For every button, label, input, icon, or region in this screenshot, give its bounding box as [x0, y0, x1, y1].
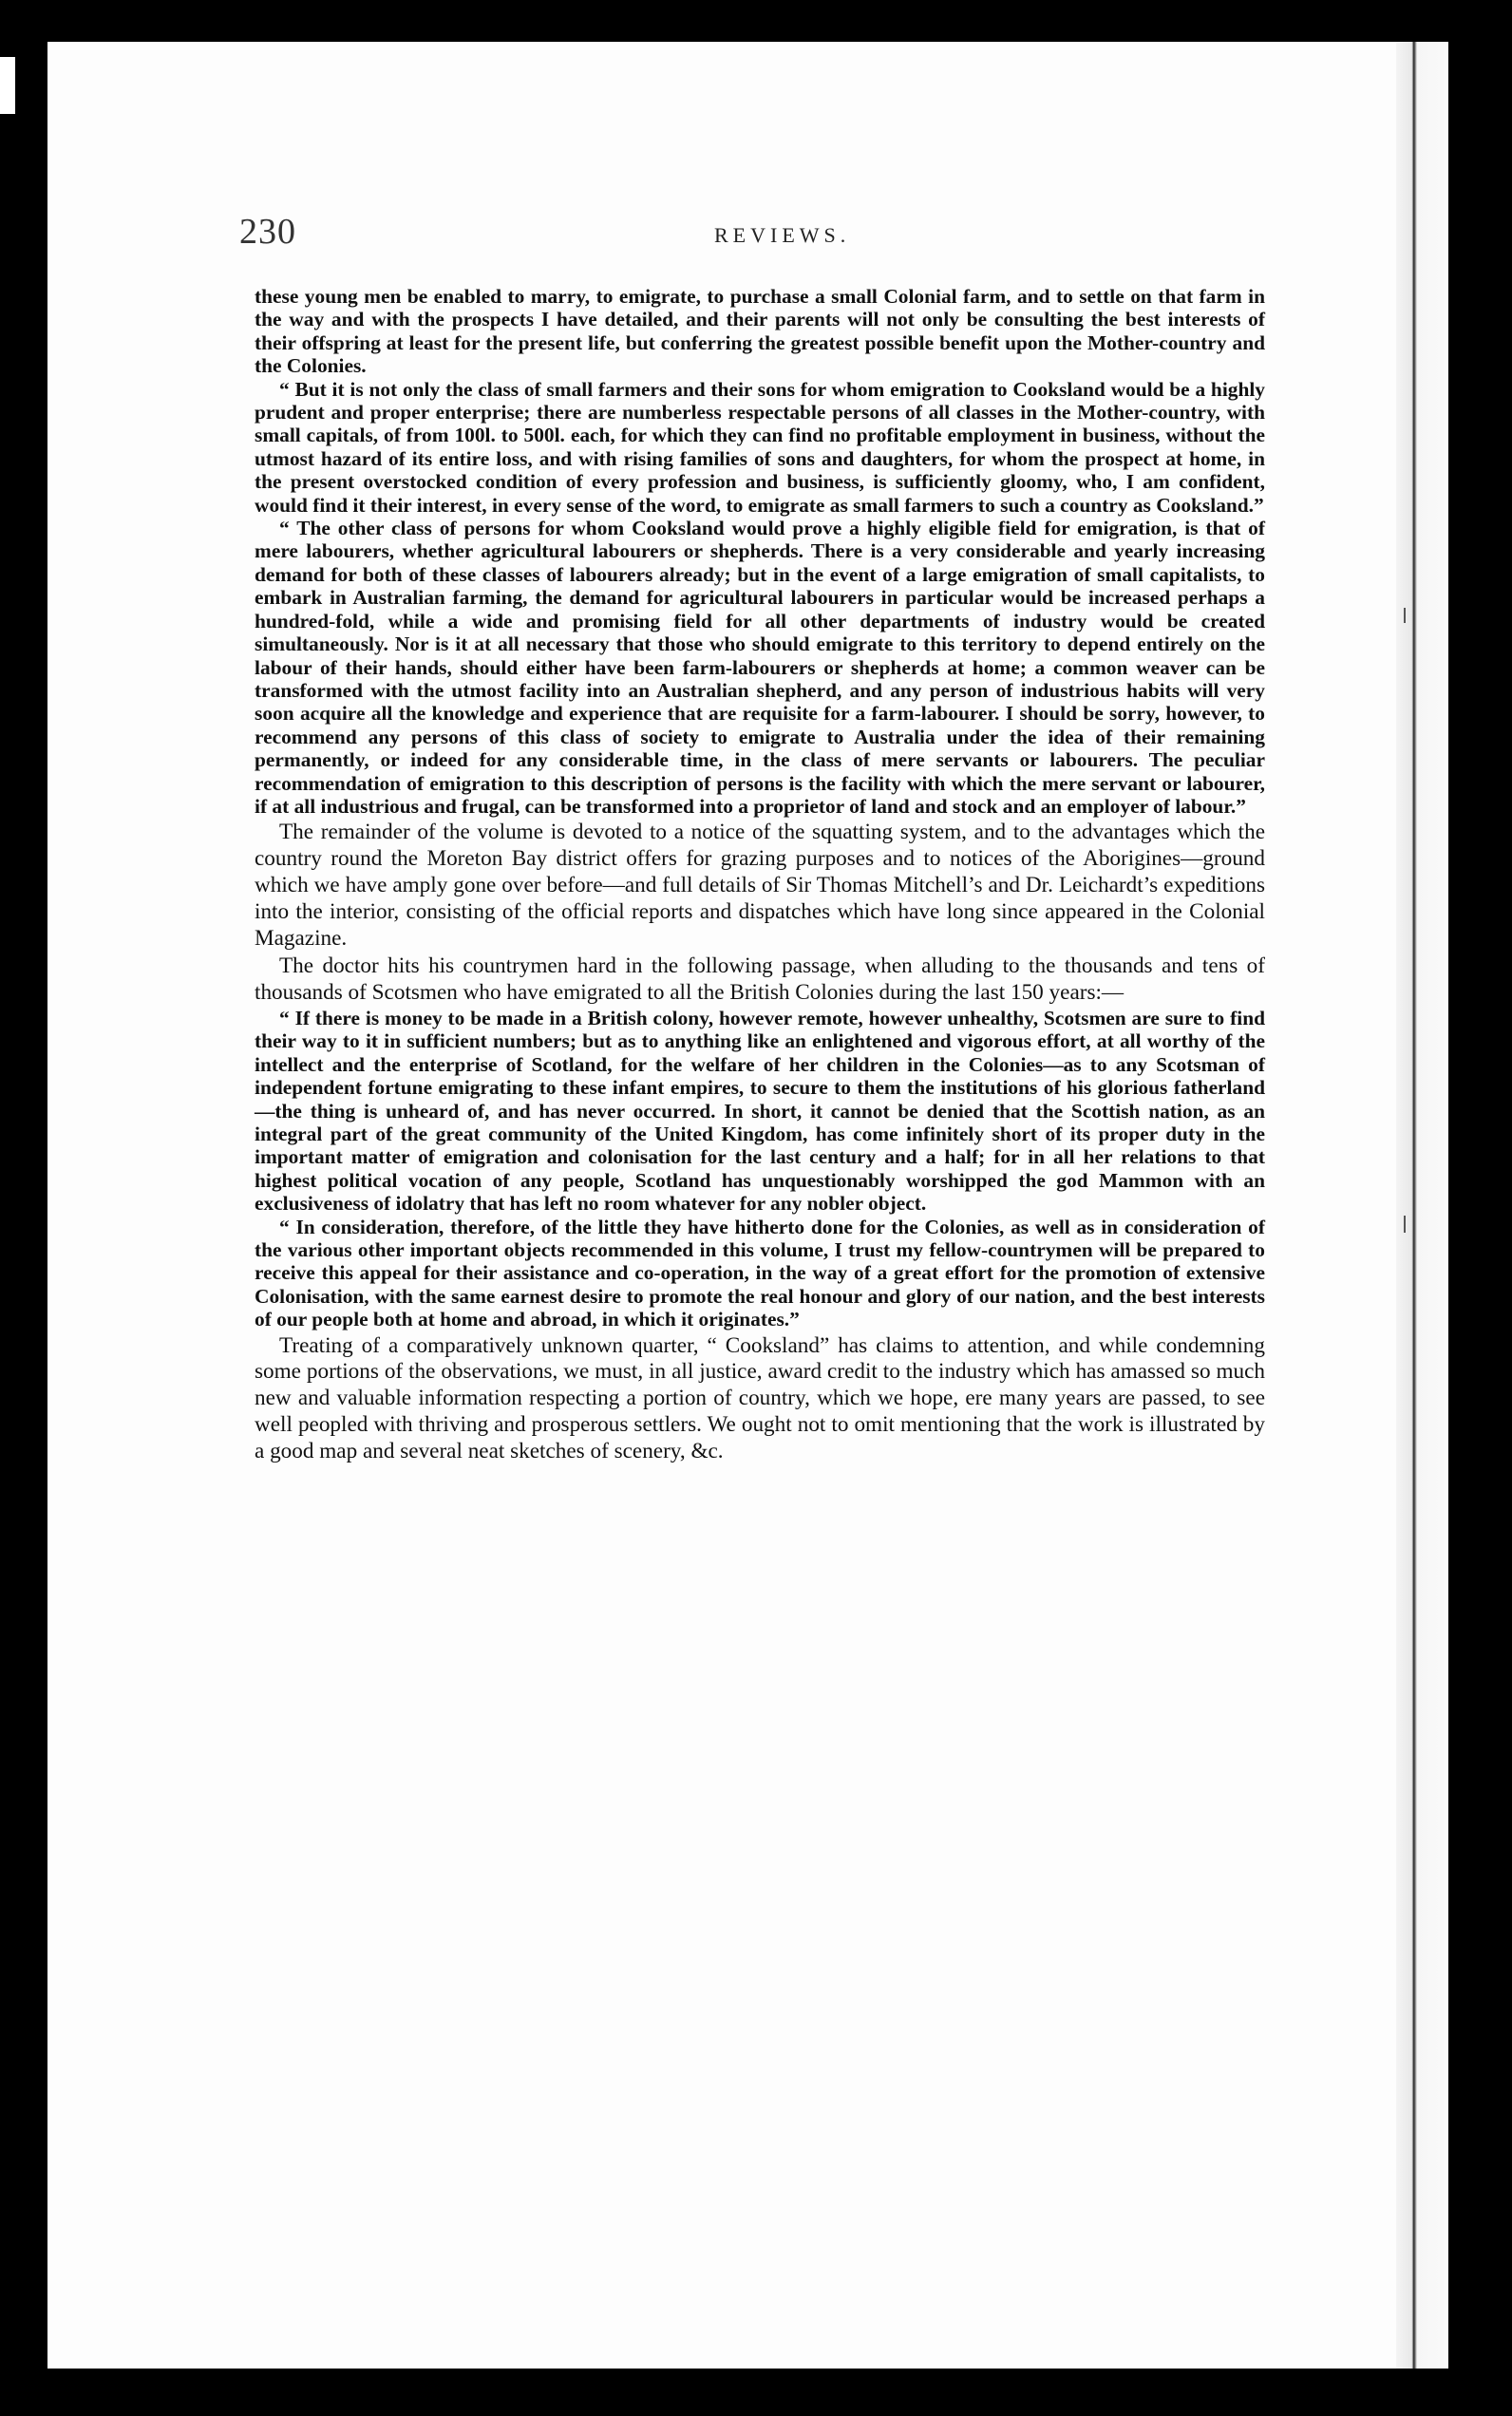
page-edge-mark [1404, 1216, 1406, 1233]
binding-mark [0, 57, 15, 114]
running-head [239, 211, 1265, 258]
running-title: REVIEWS. [714, 223, 851, 247]
page-number: 230 [239, 212, 296, 252]
paragraph: “ The other class of persons for whom Cooksland would prove a highly eligible field for emigration, is that of mere labourers, whether agricultural labourers or shepherds. There is a very considerable and yearly increasing demand for both of these classes of labourers already; but in the event of a large emigration of small capitalists, to embark in Australian farming, the demand for agricultural labourers in particular would be increased perhaps a hundred-fold, while a wide and promising field for all other departments of industry would be created simultaneously. Nor is it at all necessary that those who should emigrate to this territory to depend entirely on the labour of their hands, should either have been farm-labourers or shepherds at home; a common weaver can be transformed with the utmost facility into an Australian shepherd, and any person of industrious habits will very soon acquire all the knowledge and experience that are requisite for a farm-labourer. I should be sorry, however, to recommend any persons of this class of society to emigrate to Australia under the idea of their remaining permanently, or indeed for any considerable time, in the class of mere servants or labourers. The peculiar recommendation of emigration to this description of persons is the facility with which the mere servant or labourer, if at all industrious and frugal, can be transformed into a proprietor of land and stock and an employer of labour.” [255, 517, 1265, 818]
article-body [255, 285, 1265, 1465]
paragraph: The doctor hits his countrymen hard in the following passage, when alluding to the thousands and tens of thousands of Scotsmen who have emigrated to all the British Colonies during the last 150 years:— [255, 953, 1265, 1006]
paragraph: these young men be enabled to marry, to emigrate, to purchase a small Colonial farm, and to settle on that farm in the way and with the prospects I have detailed, and their parents will not only be consulting the best interests of their offspring at least for the present life, but conferring the greatest possible benefit upon the Mother-country and the Colonies. [255, 285, 1265, 378]
paragraph: “ If there is money to be made in a British colony, however remote, however unhealthy, Scotsmen are sure to find their way to it in sufficient numbers; but as to anything like an enlightened and vigorous effort, at all worthy of the intellect and the enterprise of Scotland, for the welfare of her children in the Colonies—as to any Scotsman of independent fortune emigrating to these infant empires, to secure to them the institutions of his glorious fatherland—the thing is unheard of, and has never occurred. In short, it cannot be denied that the Scottish nation, as an integral part of the great community of the United Kingdom, has come infinitely short of its proper duty in the important matter of emigration and colonisation for the last century and a half; for in all her relations to that highest political vocation of any people, Scotland has unquestionably worshipped the god Mammon with an exclusiveness of idolatry that has left no room whatever for any nobler object. [255, 1006, 1265, 1216]
paragraph: The remainder of the volume is devoted to a notice of the squatting system, and to the advantages which the country round the Moreton Bay district offers for grazing purposes and to notices of the Aborigines—ground which we have amply gone over before—and full details of Sir Thomas Mitchell’s and Dr. Leichardt’s expeditions into the interior, consisting of the official reports and dispatches which have long since appeared in the Colonial Magazine. [255, 820, 1265, 951]
page-edge-mark [1404, 608, 1406, 623]
page-edge-shadow [1396, 42, 1448, 2369]
paragraph: “ But it is not only the class of small farmers and their sons for whom emigration to Cooksland would be a highly prudent and proper enterprise; there are numberless respectable persons of all classes in the Mother-country, with small capitals, of from 100l. to 500l. each, for which they can find no profitable employment in business, without the utmost hazard of its entire loss, and with rising families of sons and daughters, for whom the prospect at home, in the present overstocked condition of every profession and business, is sufficiently gloomy, who, I am confident, would find it their interest, in every sense of the word, to emigrate as small farmers to such a country as Cooksland.” [255, 377, 1265, 517]
paragraph: Treating of a comparatively unknown quarter, “ Cooksland” has claims to attention, and while condemning some portions of the observations, we must, in all justice, award credit to the industry which has amassed so much new and valuable information respecting a portion of country, which we hope, ere many years are passed, to see well peopled with thriving and prosperous settlers. We ought not to omit mentioning that the work is illustrated by a good map and several neat sketches of scenery, &c. [255, 1332, 1265, 1463]
paragraph: “ In consideration, therefore, of the little they have hitherto done for the Colonies, as well as in consideration of the various other important objects recommended in this volume, I trust my fellow-countrymen will be prepared to receive this appeal for their assistance and co-operation, in the way of a great effort for the promotion of extensive Colonisation, with the same earnest desire to promote the real honour and glory of our nation, and the best interests of our people both at home and abroad, in which it originates.” [255, 1215, 1265, 1331]
